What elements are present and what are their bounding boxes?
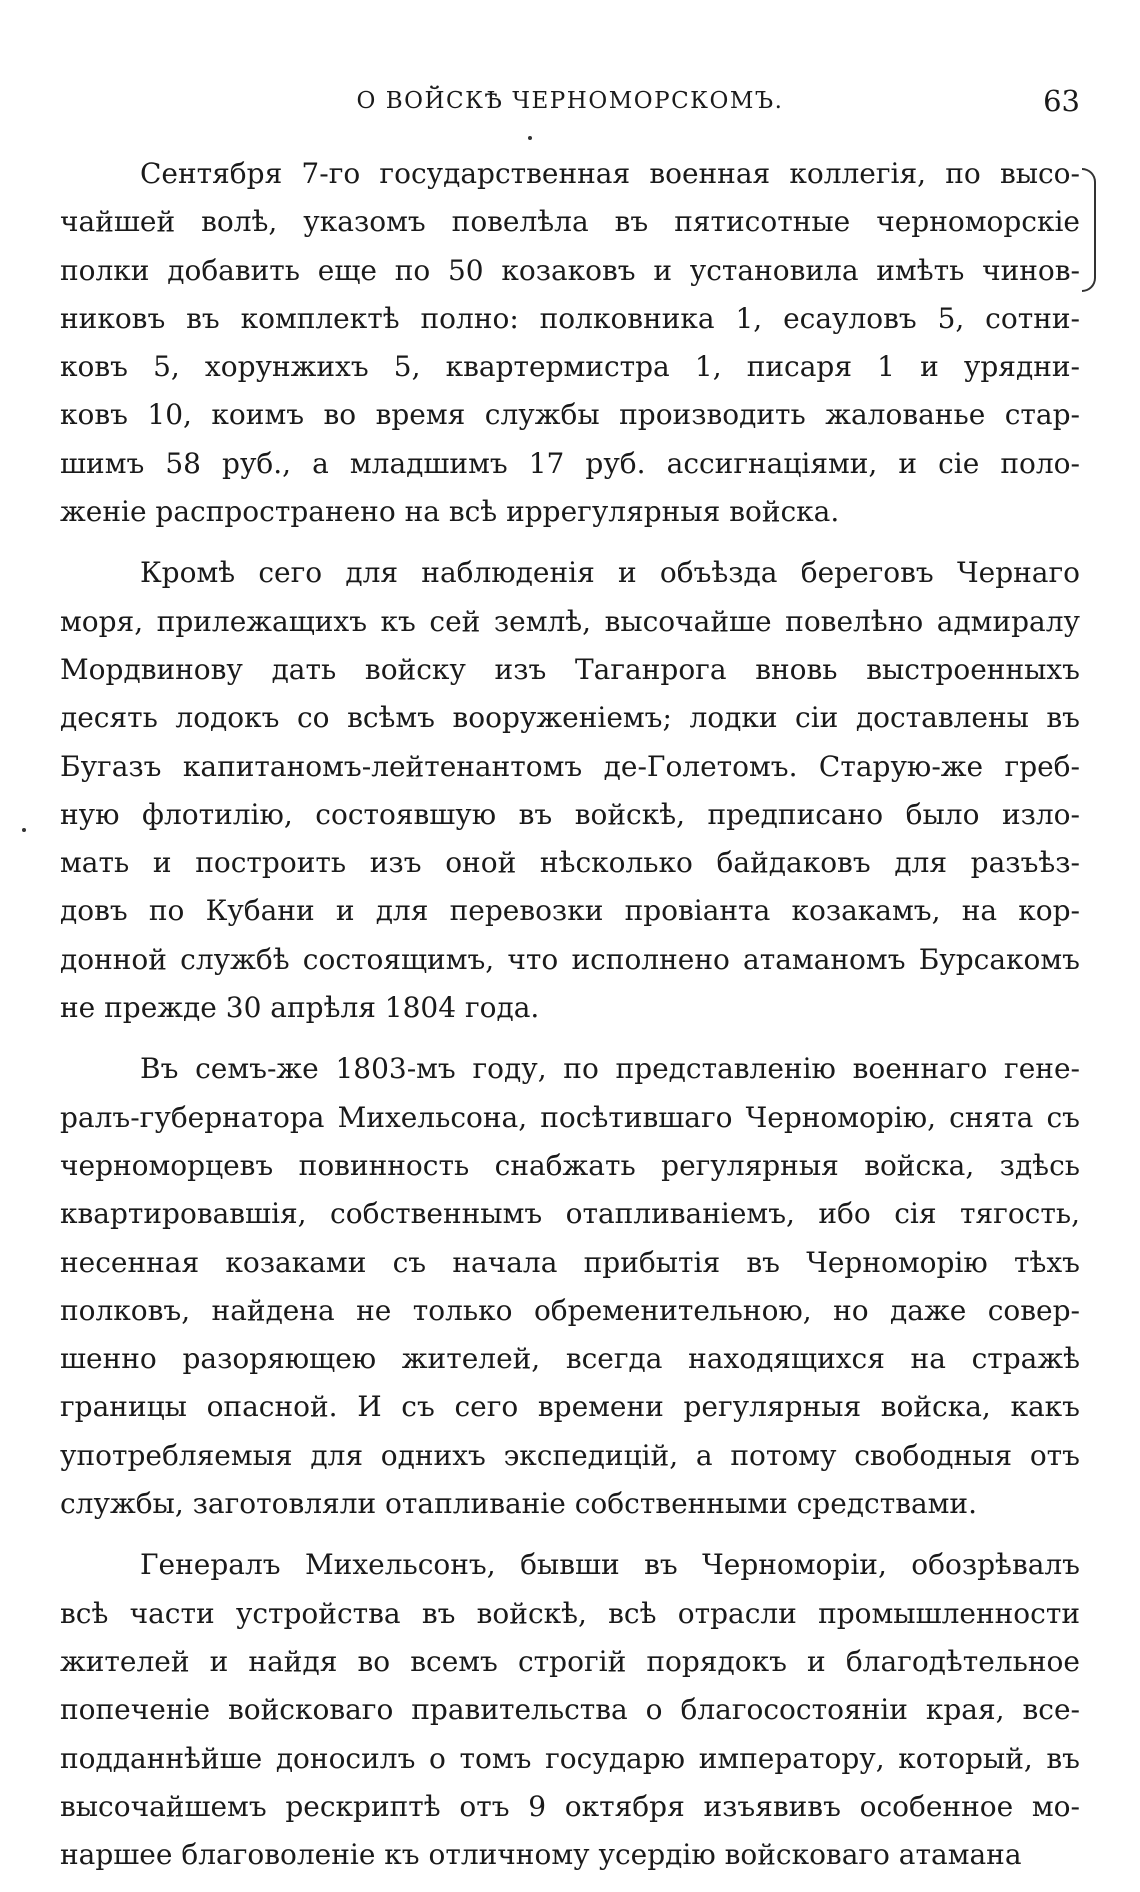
text-line: шенно разоряющею жителей, всегда находящихся на стражѣ xyxy=(60,1342,1080,1376)
text-line: квартировавшія, собственнымъ отапливаніемъ, ибо сія тягость, xyxy=(60,1197,1080,1231)
text-line: полковъ, найдена не только обременительною, но даже совер- xyxy=(60,1293,1080,1327)
text-line: подданнѣйше доносилъ о томъ государю императору, который, въ xyxy=(60,1741,1080,1775)
ink-speck xyxy=(22,828,26,832)
body-text xyxy=(60,150,1080,1892)
text-line: наршее благоволеніе къ отличному усердію войсковаго атамана xyxy=(60,1838,1022,1872)
page-number: 63 xyxy=(1043,84,1080,118)
text-line: службы, заготовляли отапливаніе собственными средствами. xyxy=(60,1487,977,1521)
text-line: Мордвинову дать войску изъ Таганрога вновь выстроенныхъ xyxy=(60,652,1080,686)
text-line: Въ семъ-же 1803-мъ году, по представленію военнаго гене- xyxy=(140,1052,1080,1086)
text-line: всѣ части устройства въ войскѣ, всѣ отрасли промышленности xyxy=(60,1596,1080,1630)
text-line: шимъ 58 руб., а младшимъ 17 руб. ассигнаціями, и сіе поло- xyxy=(60,446,1080,480)
text-line: не прежде 30 апрѣля 1804 года. xyxy=(60,991,540,1025)
paragraph xyxy=(60,1045,1080,1528)
text-line: десять лодокъ со всѣмъ вооруженіемъ; лодки сіи доставлены въ xyxy=(60,701,1080,735)
paragraph xyxy=(60,549,1080,1032)
text-line: Кромѣ сего для наблюденія и объѣзда береговъ Чернаго xyxy=(140,556,1080,590)
text-line: ковъ 10, коимъ во время службы производить жалованье стар- xyxy=(60,398,1080,432)
text-line: ралъ-губернатора Михельсона, посѣтившаго Черноморію, снята съ xyxy=(60,1100,1080,1134)
text-line: мать и построить изъ оной нѣсколько байдаковъ для разъѣз- xyxy=(60,846,1080,880)
text-line: ную флотилію, состоявшую въ войскѣ, предписано было изло- xyxy=(60,797,1080,831)
text-line: моря, прилежащихъ къ сей землѣ, высочайше повелѣно адмиралу xyxy=(60,604,1080,638)
text-line: Сентября 7-го государственная военная коллегія, по высо- xyxy=(140,157,1080,190)
running-title: О ВОЙСКѢ ЧЕРНОМОРСКОМЪ. xyxy=(356,88,784,114)
text-line: женіе распространено на всѣ иррегулярныя войска. xyxy=(60,495,840,529)
text-line: ковъ 5, хорунжихъ 5, квартермистра 1, писаря 1 и урядни- xyxy=(60,350,1080,384)
paragraph xyxy=(60,150,1080,536)
text-line: Бугазъ капитаномъ-лейтенантомъ де-Голетомъ. Старую-же греб- xyxy=(60,749,1080,783)
paragraph xyxy=(60,1541,1080,1879)
ink-speck xyxy=(528,136,532,140)
text-line: границы опасной. И съ сего времени регулярныя войска, какъ xyxy=(60,1390,1080,1424)
text-line: донной службѣ состоящимъ, что исполнено атаманомъ Бурсакомъ xyxy=(60,942,1080,976)
text-line: высочайшемъ рескриптѣ отъ 9 октября изъявивъ особенное мо- xyxy=(60,1789,1080,1823)
text-line: несенная козаками съ начала прибытія въ Черноморію тѣхъ xyxy=(60,1245,1080,1279)
margin-bracket-mark xyxy=(1082,168,1096,292)
text-line: черноморцевъ повинность снабжать регулярныя войска, здѣсь xyxy=(60,1148,1080,1182)
text-line: чайшей волѣ, указомъ повелѣла въ пятисотные черноморскіе xyxy=(60,205,1080,239)
text-line: попеченіе войсковаго правительства о благосостояніи края, все- xyxy=(60,1693,1080,1727)
text-line: употребляемыя для однихъ экспедицій, а потому свободныя отъ xyxy=(60,1438,1080,1472)
text-line: довъ по Кубани и для перевозки провіанта козакамъ, на кор- xyxy=(60,894,1080,928)
text-line: никовъ въ комплектѣ полно: полковника 1, есауловъ 5, сотни- xyxy=(60,301,1080,335)
text-line: Генералъ Михельсонъ, бывши въ Черноморіи, обозрѣвалъ xyxy=(140,1548,1080,1582)
text-line: полки добавить еще по 50 козаковъ и установила имѣть чинов- xyxy=(60,253,1080,287)
text-line: жителей и найдя во всемъ строгій порядокъ и благодѣтельное xyxy=(60,1644,1080,1678)
running-head xyxy=(60,84,1080,128)
